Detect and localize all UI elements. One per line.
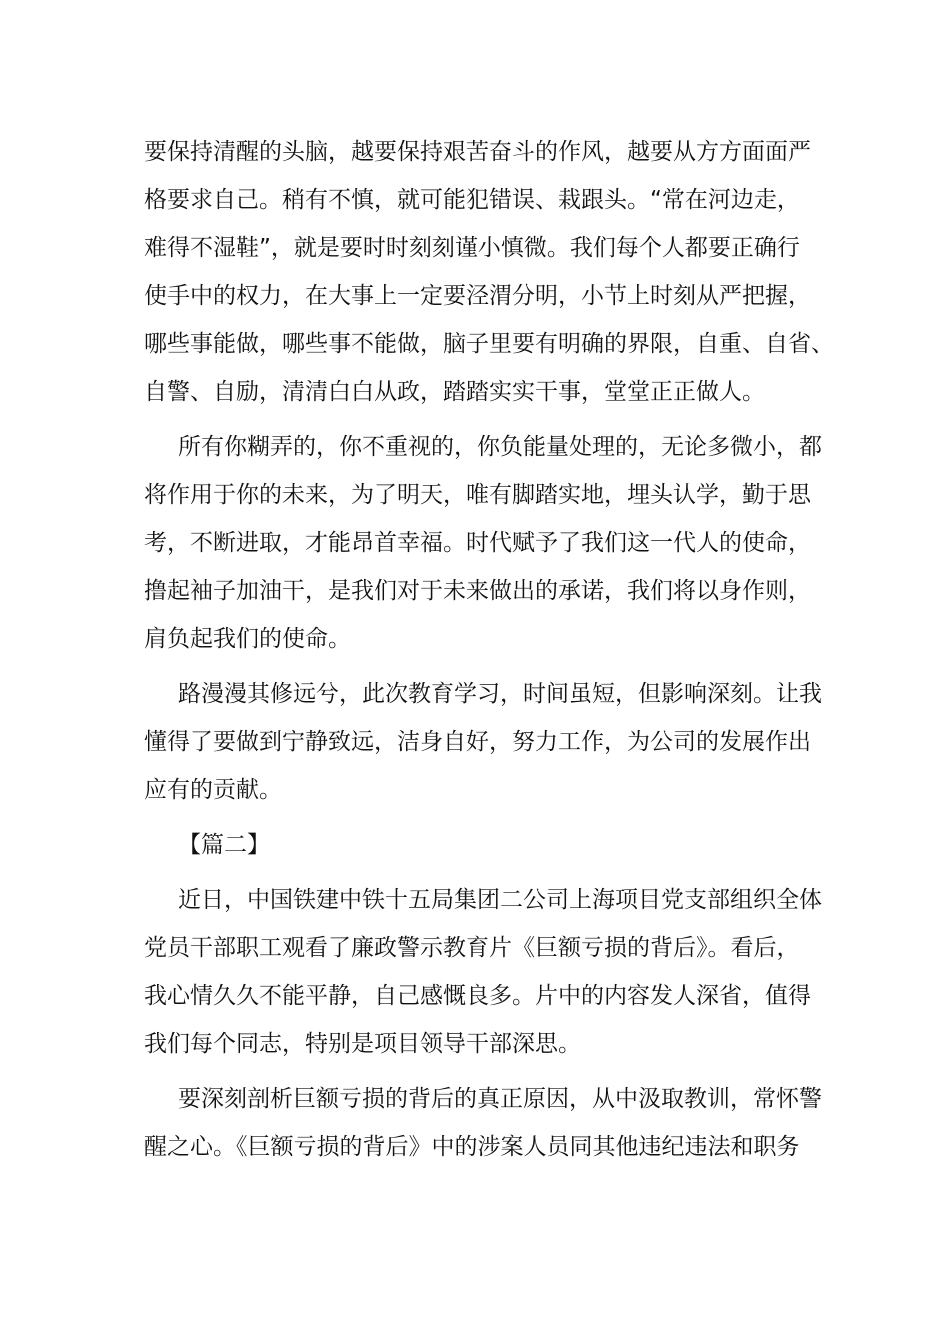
- text-line: 醒之心。《巨额亏损的背后》中的涉案人员同其他违纪违法和职务: [144, 1134, 800, 1160]
- document-body: [144, 128, 834, 1178]
- text-line: 近日，中国铁建中铁十五局集团二公司上海项目党支部组织全体: [178, 887, 822, 913]
- text-line: 应有的贡献。: [144, 777, 282, 803]
- section-heading-text: 【篇二】: [178, 832, 270, 858]
- text-line: 肩负起我们的使命。: [144, 626, 351, 652]
- text-line: 党员干部职工观看了廉政警示教育片《巨额亏损的背后》。看后，: [144, 935, 800, 961]
- text-line: 所有你糊弄的，你不重视的，你负能量处理的，无论多微小，都: [178, 434, 822, 460]
- text-line: 我们每个同志，特别是项目领导干部深思。: [144, 1031, 581, 1057]
- paragraph-4: [144, 876, 822, 1068]
- paragraph-2: [144, 423, 822, 663]
- text-line: 将作用于你的未来，为了明天，唯有脚踏实地，埋头认学，勤于思: [144, 482, 811, 508]
- text-line: 撸起袖子加油干，是我们对于未来做出的承诺，我们将以身作则，: [144, 578, 811, 604]
- text-line: 懂得了要做到宁静致远，洁身自好，努力工作，为公司的发展作出: [144, 729, 811, 755]
- paragraph-3: [144, 670, 822, 814]
- text-line: 使手中的权力，在大事上一定要泾渭分明，小节上时刻从严把握，: [144, 283, 811, 309]
- text-line: 路漫漫其修远兮，此次教育学习，时间虽短，但影响深刻。让我: [178, 681, 822, 707]
- text-line: 我心情久久不能平静，自己感慨良多。片中的内容发人深省，值得: [144, 983, 811, 1009]
- paragraph-5: [144, 1075, 822, 1171]
- text-line: 哪些事能做，哪些事不能做，脑子里要有明确的界限，自重、自省、: [144, 331, 834, 357]
- text-line: 难得不湿鞋”，就是要时时刻刻谨小慎微。我们每个人都要正确行: [144, 235, 800, 261]
- text-line: 要深刻剖析巨额亏损的背后的真正原因，从中汲取教训，常怀警: [178, 1086, 822, 1112]
- text-line: 要保持清醒的头脑，越要保持艰苦奋斗的作风，越要从方方面面严: [144, 139, 811, 165]
- text-line: 格要求自己。稍有不慎，就可能犯错误、栽跟头。“常在河边走，: [144, 187, 800, 213]
- text-line: 考，不断进取，才能昂首幸福。时代赋予了我们这一代人的使命，: [144, 530, 811, 556]
- paragraph-1: [144, 128, 834, 416]
- text-line: 自警、自励，清清白白从政，踏踏实实干事，堂堂正正做人。: [144, 379, 765, 405]
- section-heading: [144, 821, 808, 869]
